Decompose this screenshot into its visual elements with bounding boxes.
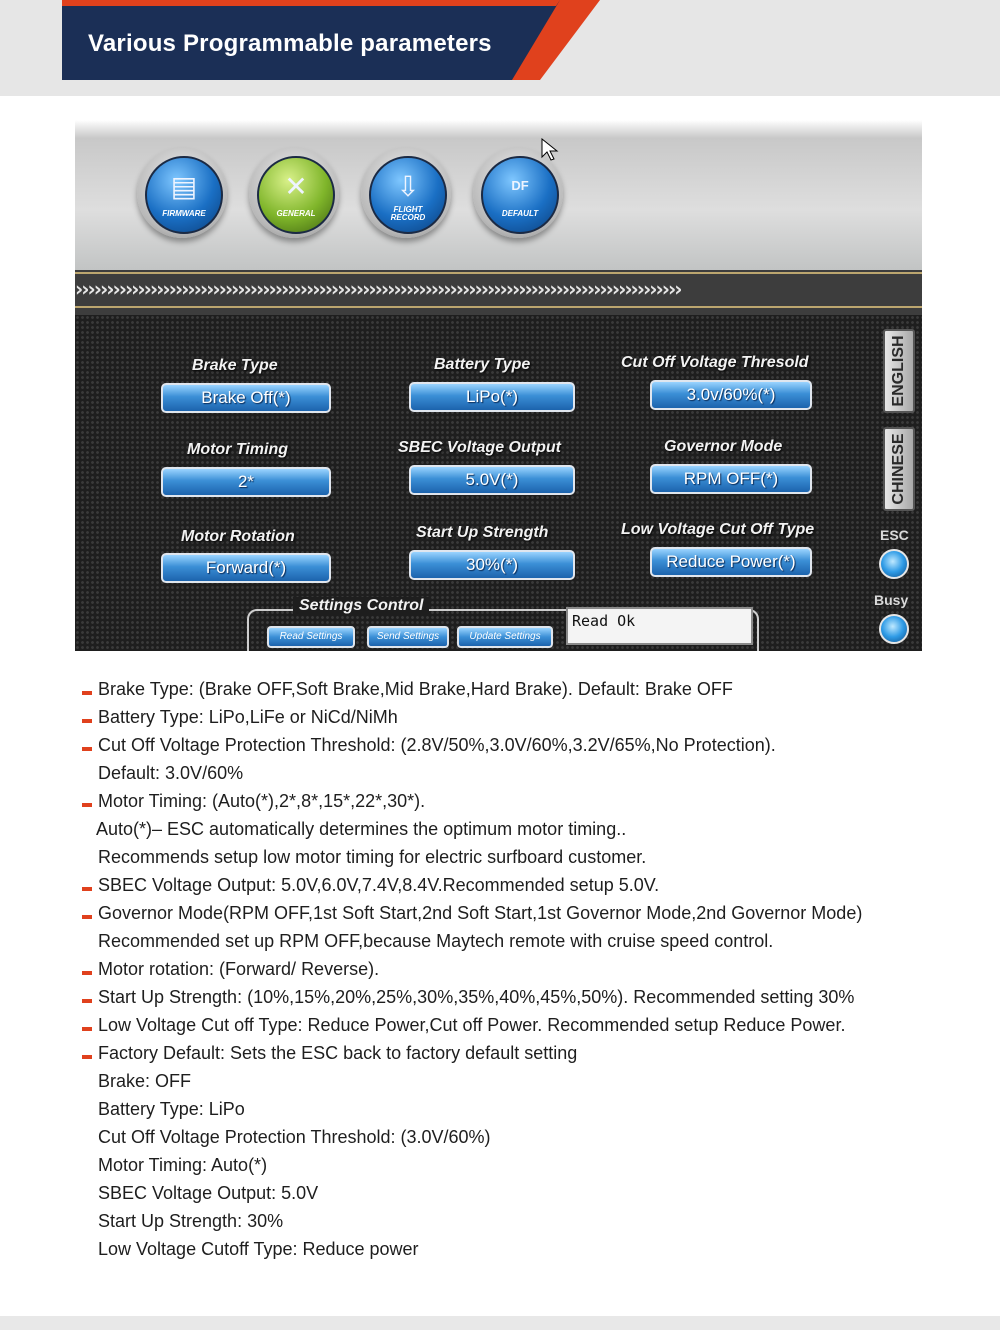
header-banner (0, 0, 1000, 96)
list-item-continuation: Recommended set up RPM OFF,because Maytech remote with cruise speed control. (98, 931, 774, 951)
read-settings-button[interactable]: Read Settings (267, 626, 355, 648)
list-item: SBEC Voltage Output: 5.0V,6.0V,7.4V,8.4V.Recommended setup 5.0V. (80, 871, 980, 899)
list-item: Motor Timing: (Auto(*),2*,8*,15*,22*,30*). (80, 787, 980, 815)
english-language-tab[interactable] (883, 329, 915, 413)
mouse-cursor-icon (541, 138, 559, 162)
battery-type-select[interactable]: LiPo(*) (409, 382, 575, 412)
tools-icon: ✕ (284, 171, 308, 202)
status-textbox: Read Ok (566, 607, 753, 645)
list-item: Battery Type: LiPo,LiFe or NiCd/NiMh (80, 703, 980, 731)
flight-record-icon: ⇩ (396, 171, 420, 202)
bullet-marker (82, 1055, 92, 1059)
bullet-marker (82, 915, 92, 919)
general-button[interactable] (249, 148, 339, 238)
parameter-description-list (80, 675, 980, 1263)
busy-label: Busy (874, 592, 909, 608)
default-label: DEFAULT (501, 209, 539, 218)
esc-status-indicator (879, 549, 909, 579)
send-settings-button[interactable]: Send Settings (367, 626, 449, 648)
firmware-icon: ▤ (170, 171, 198, 202)
toolbar (75, 120, 922, 270)
cutoff-voltage-label: Cut Off Voltage Thresold (621, 354, 809, 371)
flight-record-label: FLIGHT RECORD (390, 205, 426, 222)
english-tab-label: ENGLISH (890, 335, 907, 407)
motor-rotation-select[interactable]: Forward(*) (161, 553, 331, 583)
low-voltage-cutoff-select[interactable]: Reduce Power(*) (650, 547, 812, 577)
list-item-continuation: Default: 3.0V/60% (98, 763, 244, 783)
bullet-marker (82, 803, 92, 807)
brake-type-label: Brake Type (192, 357, 278, 374)
bullet-marker (82, 1027, 92, 1031)
list-item-continuation: Start Up Strength: 30% (98, 1211, 284, 1231)
bullet-marker (82, 719, 92, 723)
list-item-continuation: SBEC Voltage Output: 5.0V (98, 1183, 319, 1203)
bullet-marker (82, 887, 92, 891)
update-settings-button[interactable]: Update Settings (457, 626, 553, 648)
page-title: Various Programmable parameters (88, 30, 492, 57)
chevron-strip-top-line (75, 272, 922, 274)
governor-mode-select[interactable]: RPM OFF(*) (650, 464, 812, 494)
esc-label: ESC (880, 527, 909, 543)
governor-mode-label: Governor Mode (664, 438, 783, 455)
list-item: Start Up Strength: (10%,15%,20%,25%,30%,35%,40%,45%,50%). Recommended setting 30% (80, 983, 980, 1011)
brake-type-select[interactable]: Brake Off(*) (161, 383, 331, 413)
general-label: GENERAL (276, 209, 316, 218)
list-item-continuation: Recommends setup low motor timing for electric surfboard customer. (98, 847, 647, 867)
list-item: Brake Type: (Brake OFF,Soft Brake,Mid Brake,Hard Brake). Default: Brake OFF (80, 675, 980, 703)
motor-timing-label: Motor Timing (187, 441, 289, 458)
esc-config-window (75, 120, 922, 651)
chinese-tab-label: CHINESE (890, 433, 907, 505)
settings-panel (75, 315, 922, 651)
chinese-language-tab[interactable] (883, 427, 915, 511)
sbec-voltage-select[interactable]: 5.0V(*) (409, 465, 575, 495)
list-item-continuation: Cut Off Voltage Protection Threshold: (3.0V/60%) (98, 1127, 491, 1147)
bullet-marker (82, 999, 92, 1003)
list-item: Low Voltage Cut off Type: Reduce Power,Cut off Power. Recommended setup Reduce Power. (80, 1011, 980, 1039)
decorative-chevron-strip (75, 270, 922, 315)
header-top-edge (62, 0, 560, 6)
list-item-continuation: Brake: OFF (98, 1071, 192, 1091)
busy-status-indicator (879, 614, 909, 644)
list-item: Motor rotation: (Forward/ Reverse). (80, 955, 980, 983)
list-item-continuation: Motor Timing: Auto(*) (98, 1155, 268, 1175)
list-item: Cut Off Voltage Protection Threshold: (2.8V/50%,3.0V/60%,3.2V/65%,No Protection). (80, 731, 980, 759)
list-item-continuation: Battery Type: LiPo (98, 1099, 245, 1119)
settings-control-title: Settings Control (293, 597, 429, 615)
motor-timing-select[interactable]: 2* (161, 467, 331, 497)
bullet-marker (82, 971, 92, 975)
battery-type-label: Battery Type (434, 356, 531, 373)
flight-record-button[interactable] (361, 148, 451, 238)
list-item-continuation: Auto(*)– ESC automatically determines the optimum motor timing.. (96, 819, 627, 839)
cutoff-voltage-select[interactable]: 3.0v/60%(*) (650, 380, 812, 410)
chevron-strip-bottom-line (75, 306, 922, 308)
firmware-label: FIRMWARE (162, 209, 206, 218)
list-item-continuation: Low Voltage Cutoff Type: Reduce power (98, 1239, 419, 1259)
startup-strength-label: Start Up Strength (416, 524, 549, 541)
firmware-button[interactable] (137, 148, 227, 238)
motor-rotation-label: Motor Rotation (181, 528, 295, 545)
default-icon: DF (511, 178, 529, 193)
footer-bar (0, 1316, 1000, 1330)
bullet-marker (82, 747, 92, 751)
bullet-marker (82, 691, 92, 695)
list-item: Governor Mode(RPM OFF,1st Soft Start,2nd Soft Start,1st Governor Mode,2nd Governor Mode) (80, 899, 980, 927)
sbec-voltage-label: SBEC Voltage Output (398, 439, 561, 456)
chevron-pattern: ››››››››››››››››››››››››››››››››››››››››››››››››››››››››››››››››››››››››››››››››››››››››››››››››› (75, 278, 681, 300)
startup-strength-select[interactable]: 30%(*) (409, 550, 575, 580)
low-voltage-cutoff-label: Low Voltage Cut Off Type (621, 521, 815, 538)
list-item: Factory Default: Sets the ESC back to factory default setting (80, 1039, 980, 1067)
